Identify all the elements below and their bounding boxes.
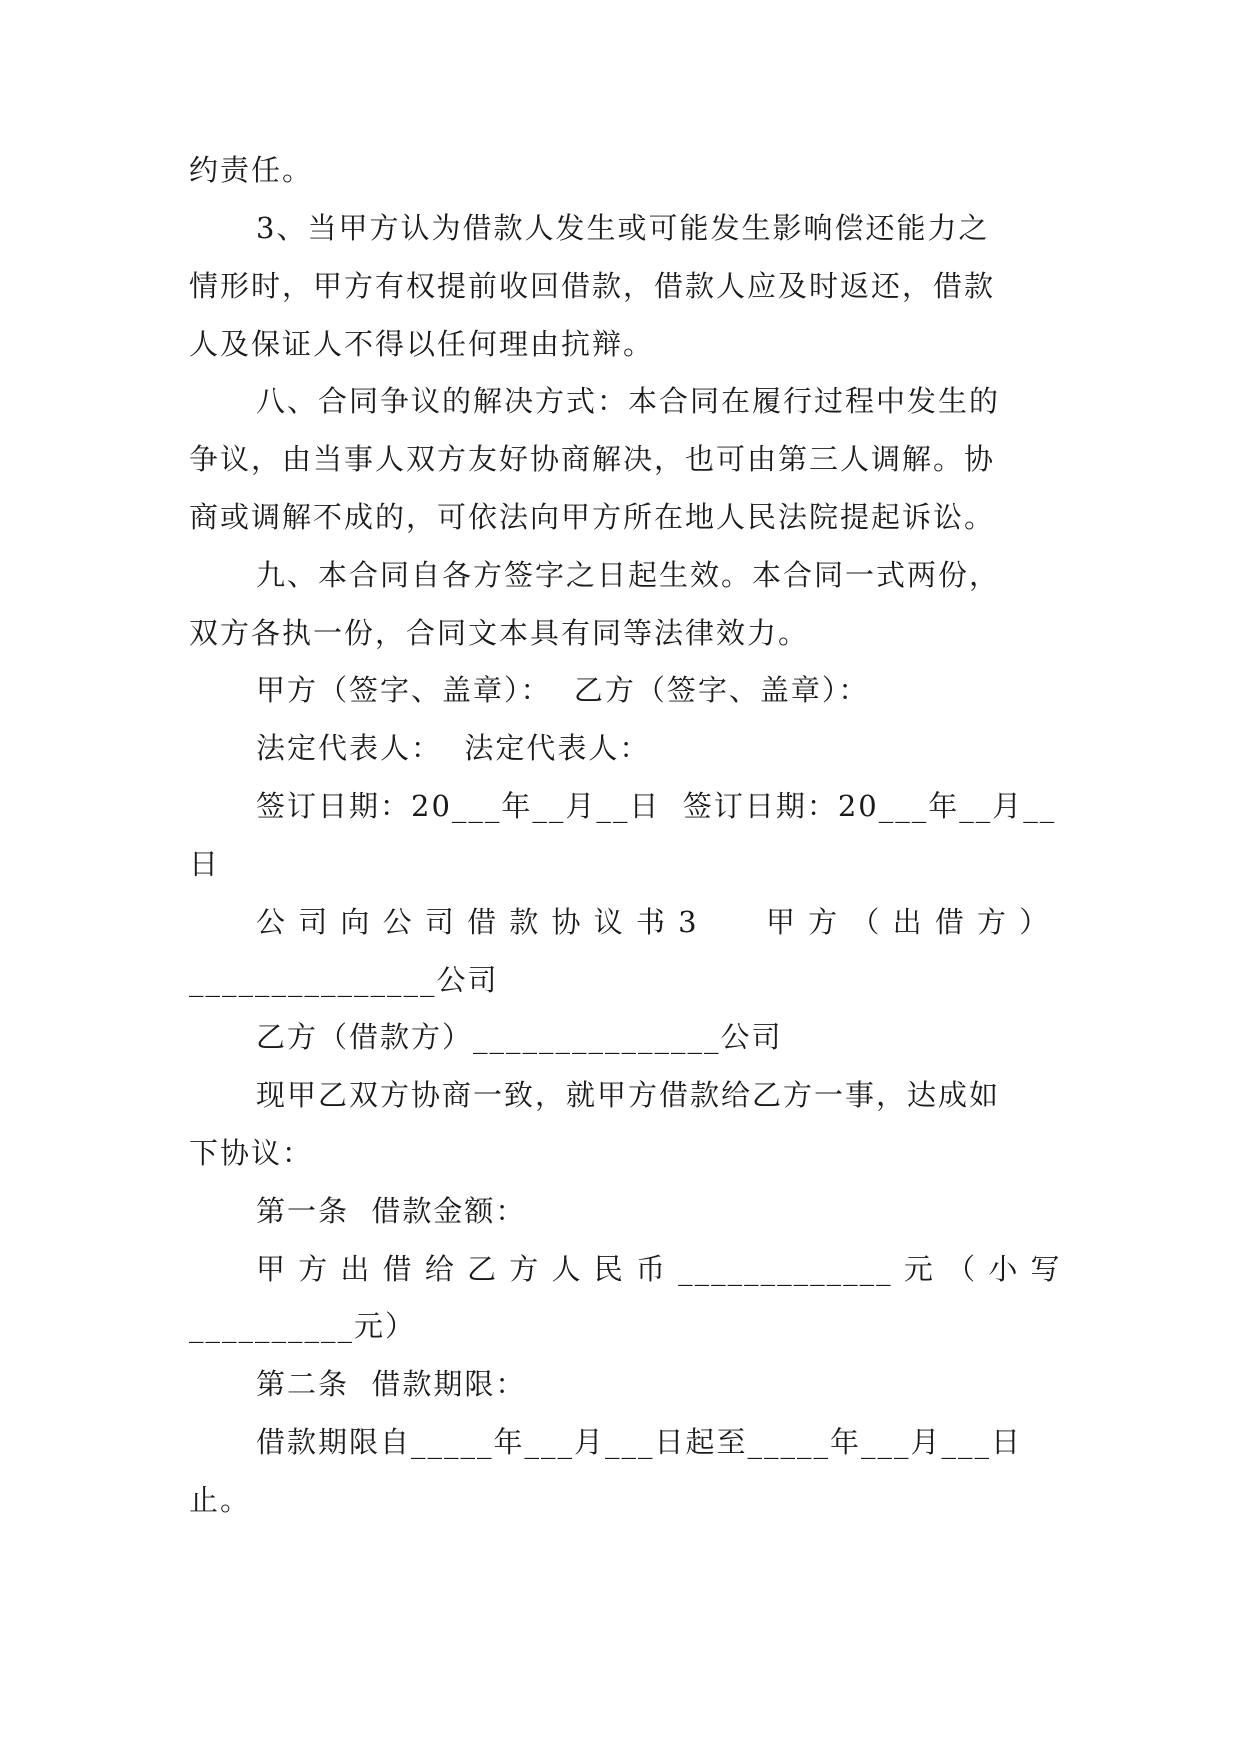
agreement-title-line: 公 司 向 公 司 借 款 协 议 书 3 甲 方 （ 出 借 方 ） xyxy=(256,905,1051,939)
text-line: 八、合同争议的解决方式：本合同在履行过程中发生的 xyxy=(256,384,1001,418)
text-line: 3、当甲方认为借款人发生或可能发生影响偿还能力之 xyxy=(256,211,990,245)
article-heading: 第一条 借款金额： xyxy=(256,1194,527,1228)
borrower-company-line: 乙方（借款方）_______________公司 xyxy=(256,1020,783,1054)
loan-amount-line: 甲 方 出 借 给 乙 方 人 民 币 _____________ 元 （ 小 写 xyxy=(256,1252,1062,1286)
lender-company-line: _______________公司 xyxy=(189,963,499,997)
text-line: 日 xyxy=(189,847,221,881)
text-line: 双方各执一份，合同文本具有同等法律效力。 xyxy=(189,616,810,650)
legal-representative-line: 法定代表人： 法定代表人： xyxy=(256,731,651,765)
text-line: 约责任。 xyxy=(189,153,314,187)
text-line: 人及保证人不得以任何理由抗辩。 xyxy=(189,327,655,361)
text-line: 争议，由当事人双方友好协商解决，也可由第三人调解。协 xyxy=(189,442,996,476)
text-line: 九、本合同自各方签字之日起生效。本合同一式两份， xyxy=(256,558,1001,592)
loan-term-line: 借款期限自_____年___月___日起至_____年___月___日 xyxy=(256,1425,1023,1459)
article-heading: 第二条 借款期限： xyxy=(256,1367,527,1401)
text-line: 情形时，甲方有权提前收回借款，借款人应及时返还，借款 xyxy=(189,269,996,303)
text-line: 商或调解不成的，可依法向甲方所在地人民法院提起诉讼。 xyxy=(189,500,996,534)
text-line: __________元） xyxy=(189,1309,417,1343)
text-line: 下协议： xyxy=(189,1136,314,1170)
text-line: 现甲乙双方协商一致，就甲方借款给乙方一事，达成如 xyxy=(256,1078,1001,1112)
signature-party-line: 甲方（签字、盖章）： 乙方（签字、盖章）： xyxy=(256,673,870,707)
signing-date-line: 签订日期：20___年__月__日 签订日期：20___年__月__ xyxy=(256,789,1057,823)
text-line: 止。 xyxy=(189,1483,252,1517)
